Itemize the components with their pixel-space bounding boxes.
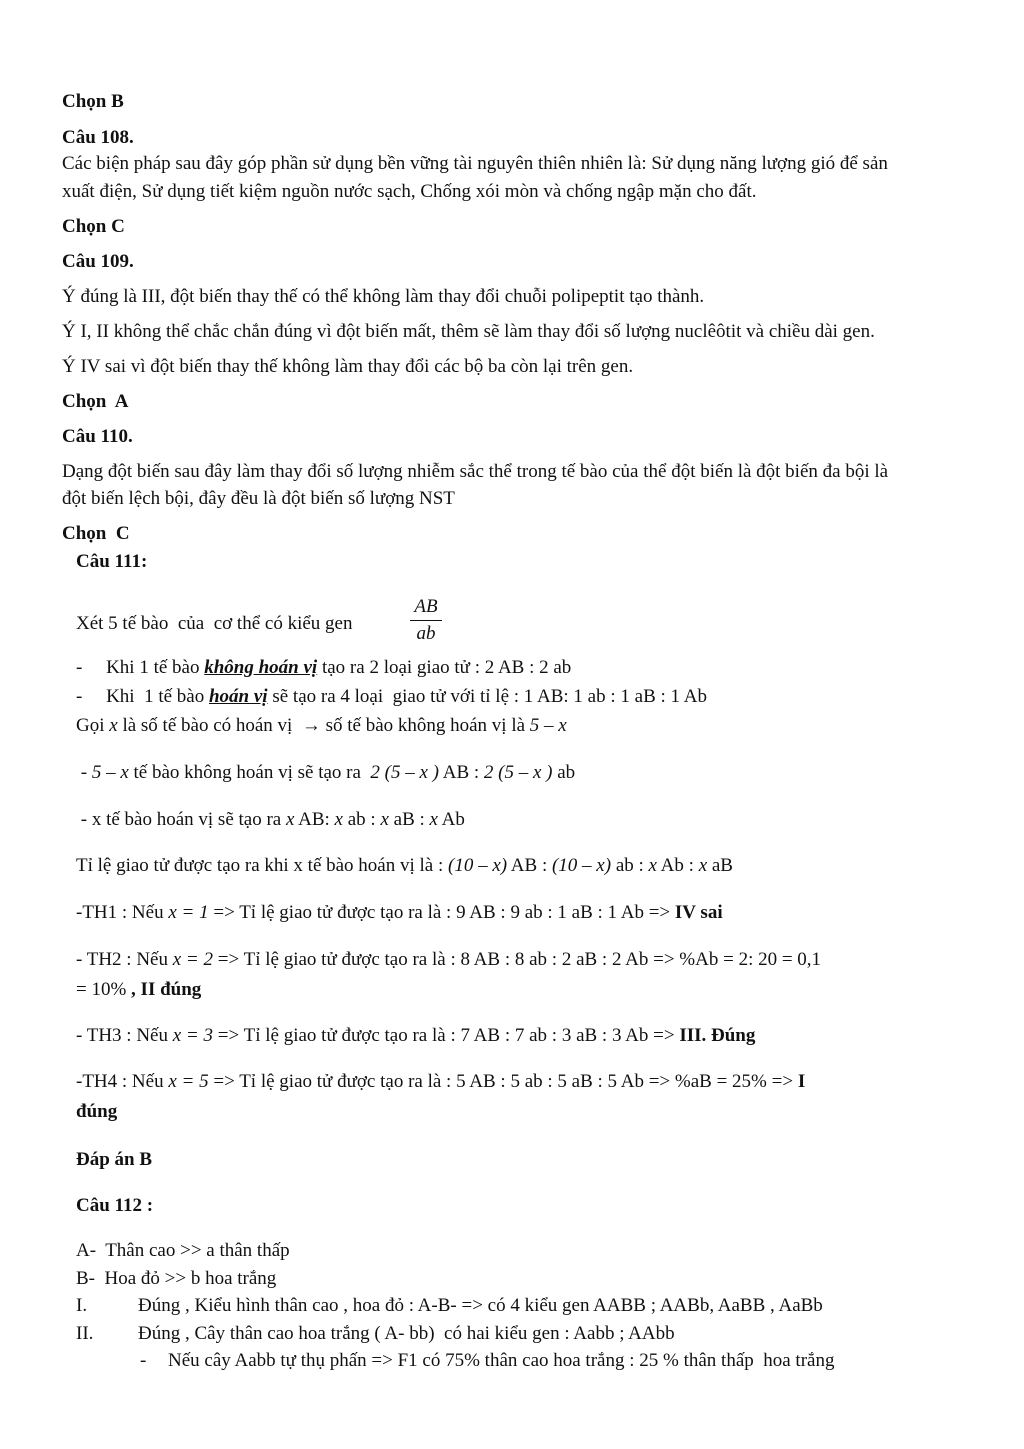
bullet-dash: - bbox=[140, 1350, 147, 1371]
roman-numeral: II. bbox=[76, 1323, 94, 1344]
answer-label: Chọn C bbox=[62, 523, 130, 544]
list-item: B- Hoa đỏ >> b hoa trắng bbox=[76, 1268, 277, 1289]
paragraph-line: Ý I, II không thể chắc chắn đúng vì đột biến mất, thêm sẽ làm thay đổi số lượng nuclêôtit và chiều dài gen. bbox=[62, 321, 875, 342]
question-heading: Câu 111: bbox=[76, 551, 148, 572]
emphasis: hoán vị bbox=[208, 686, 268, 707]
case-line: - TH3 : Nếu x = 3 => Tỉ lệ giao tử được tạo ra là : 7 AB : 7 ab : 3 aB : 3 Ab => III. Đúng bbox=[76, 1025, 756, 1046]
paragraph-line: - x tế bào hoán vị sẽ tạo ra x AB: x ab : x aB : x Ab bbox=[76, 809, 465, 830]
fraction-numerator: AB bbox=[410, 596, 442, 621]
paragraph-line: Các biện pháp sau đây góp phần sử dụng bền vững tài nguyên thiên nhiên là: Sử dụng năng lượng gió để sản bbox=[62, 153, 888, 174]
paragraph-line: Xét 5 tế bào của cơ thể có kiểu gen bbox=[76, 613, 353, 634]
question-heading: Câu 109. bbox=[62, 251, 134, 272]
paragraph-line: Gọi x là số tế bào có hoán vị → số tế bào không hoán vị là 5 – x bbox=[76, 715, 567, 736]
question-heading: Câu 108. bbox=[62, 127, 134, 148]
paragraph-line: Ý IV sai vì đột biến thay thế không làm thay đổi các bộ ba còn lại trên gen. bbox=[62, 356, 634, 377]
paragraph-line: Ý đúng là III, đột biến thay thế có thể không làm thay đổi chuỗi polipeptit tạo thành. bbox=[62, 286, 705, 307]
genotype-fraction bbox=[410, 596, 442, 645]
answer-label: Chọn A bbox=[62, 391, 129, 412]
bullet-line: - Khi 1 tế bào hoán vị sẽ tạo ra 4 loại giao tử với tỉ lệ : 1 AB: 1 ab : 1 aB : 1 Ab bbox=[76, 686, 707, 707]
case-line: -TH4 : Nếu x = 5 => Tỉ lệ giao tử được tạo ra là : 5 AB : 5 ab : 5 aB : 5 Ab => %aB = 25% => I bbox=[76, 1071, 806, 1092]
answer-label: Chọn C bbox=[62, 216, 125, 237]
bullet-line: - Khi 1 tế bào không hoán vị tạo ra 2 loại giao tử : 2 AB : 2 ab bbox=[76, 657, 572, 678]
paragraph-line: Tỉ lệ giao tử được tạo ra khi x tế bào hoán vị là : (10 – x) AB : (10 – x) ab : x Ab : x aB bbox=[76, 855, 733, 876]
question-heading: Câu 112 : bbox=[76, 1195, 154, 1216]
case-line: đúng bbox=[76, 1101, 118, 1122]
question-heading: Câu 110. bbox=[62, 426, 133, 447]
case-line: = 10% , II đúng bbox=[76, 979, 202, 1000]
emphasis: không hoán vị bbox=[204, 657, 318, 678]
list-item: A- Thân cao >> a thân thấp bbox=[76, 1240, 290, 1261]
case-line: -TH1 : Nếu x = 1 => Tỉ lệ giao tử được tạo ra là : 9 AB : 9 ab : 1 aB : 1 Ab => IV sai bbox=[76, 902, 723, 923]
paragraph-line: xuất điện, Sử dụng tiết kiệm nguồn nước sạch, Chống xói mòn và chống ngập mặn cho đất. bbox=[62, 181, 757, 202]
list-item: Nếu cây Aabb tự thụ phấn => F1 có 75% thân cao hoa trắng : 25 % thân thấp hoa trắng bbox=[168, 1350, 835, 1371]
list-item: Đúng , Kiểu hình thân cao , hoa đỏ : A-B- => có 4 kiểu gen AABB ; AABb, AaBB , AaBb bbox=[138, 1295, 823, 1316]
paragraph-line: Dạng đột biến sau đây làm thay đổi số lượng nhiễm sắc thể trong tế bào của thể đột biến là đột biến đa bội là bbox=[62, 461, 889, 482]
case-line: - TH2 : Nếu x = 2 => Tỉ lệ giao tử được tạo ra là : 8 AB : 8 ab : 2 aB : 2 Ab => %Ab = 2: 20 = 0,1 bbox=[76, 949, 822, 970]
list-item: Đúng , Cây thân cao hoa trắng ( A- bb) có hai kiểu gen : Aabb ; AAbb bbox=[138, 1323, 675, 1344]
answer-label: Đáp án B bbox=[76, 1149, 153, 1170]
answer-label: Chọn B bbox=[62, 91, 124, 112]
fraction-denominator: ab bbox=[416, 623, 436, 644]
paragraph-line: đột biến lệch bội, đây đều là đột biến số lượng NST bbox=[62, 488, 455, 509]
paragraph-line: - 5 – x tế bào không hoán vị sẽ tạo ra 2 (5 – x ) AB : 2 (5 – x ) ab bbox=[76, 762, 576, 783]
roman-numeral: I. bbox=[76, 1295, 88, 1316]
